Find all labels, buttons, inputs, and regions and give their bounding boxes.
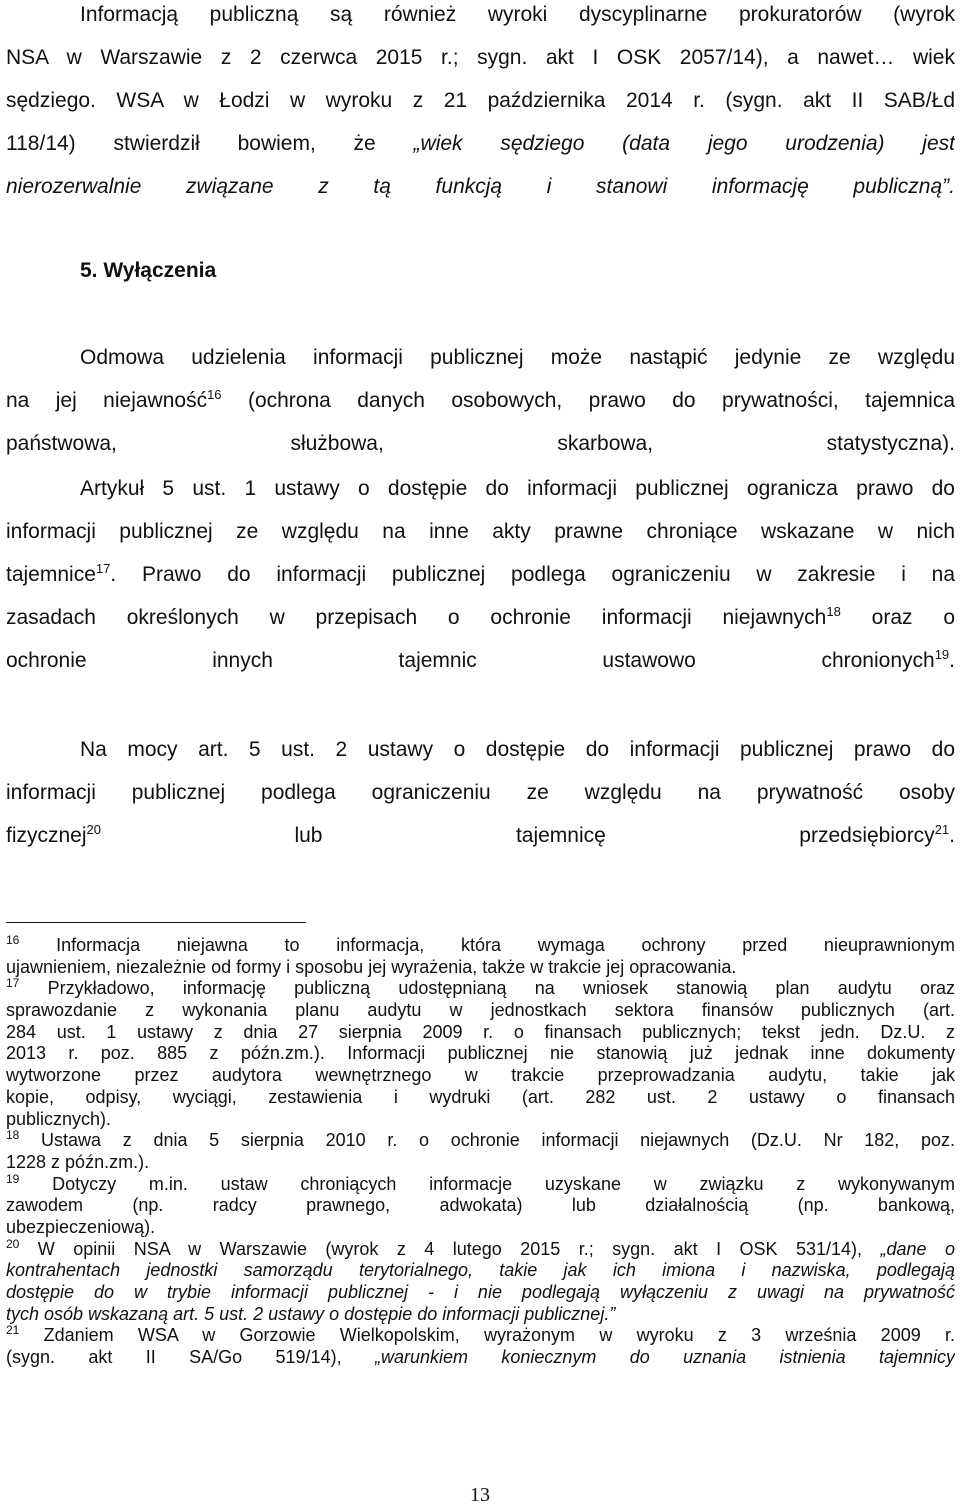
text-line	[6, 814, 955, 857]
text-segment: .	[949, 649, 955, 672]
footnote-ref-17[interactable]: 17	[95, 561, 111, 576]
footnote-line	[6, 1347, 955, 1369]
footnote-line: ujawnieniem, niezależnie od formy i sposobu jej wyrażenia, także w trakcie jej opracowania.	[6, 956, 737, 977]
footnote-number: 18	[6, 1130, 20, 1143]
footnote-line	[6, 978, 955, 1000]
text-segment: .	[949, 824, 955, 847]
quoted-text: „wiek sędziego (data jego urodzenia) jest	[413, 132, 955, 155]
quoted-text-line: nierozerwalnie związane z tą funkcją i stanowi informację publiczną”.	[6, 175, 955, 198]
footnote-18	[6, 1130, 955, 1173]
footnote-20	[6, 1239, 955, 1326]
footnote-line	[6, 1239, 955, 1261]
text-segment: Przykładowo, informację publiczną udostępnianą na wniosek stanowią plan audytu oraz	[19, 978, 955, 999]
footnote-ref-20[interactable]: 20	[86, 822, 101, 837]
section-heading: 5. Wyłączenia	[80, 259, 217, 282]
footnote-line: tych osób wskazaną art. 5 ust. 2 ustawy o dostępie do informacji publicznej.”	[6, 1303, 616, 1324]
text-line	[6, 379, 955, 422]
footnote-16	[6, 935, 955, 978]
footnote-ref-18[interactable]: 18	[826, 604, 841, 619]
footnote-line	[6, 1130, 955, 1152]
quoted-text: „dane o	[880, 1238, 955, 1259]
paragraph-public-info-judgments	[6, 0, 955, 208]
footnote-line: sprawozdanie z wykonania planu audytu w jednostkach sektora finansów publicznych (art.	[6, 1000, 955, 1021]
footnote-line	[6, 1174, 955, 1196]
text-segment: na jej niejawność	[6, 389, 208, 412]
footnote-line: 2013 r. poz. 885 z późn.zm.). Informacji publicznej nie stanowią już jednak inne dokumenty	[6, 1043, 955, 1064]
footnotes	[6, 935, 955, 1369]
footnote-number: 21	[6, 1325, 20, 1338]
text-segment: W opinii NSA w Warszawie (wyrok z 4 lutego 2015 r.; sygn. akt I OSK 531/14),	[19, 1238, 881, 1259]
footnote-line	[6, 1325, 955, 1347]
text-segment: lub tajemnicę przedsiębiorcy	[101, 824, 935, 847]
text-line: Informacją publiczną są również wyroki dyscyplinarne prokuratorów (wyrok	[80, 3, 955, 26]
text-segment: zasadach określonych w przepisach o ochronie informacji niejawnych	[6, 606, 827, 629]
text-segment: Ustawa z dnia 5 sierpnia 2010 r. o ochronie informacji niejawnych (Dz.U. Nr 182, poz.	[19, 1130, 955, 1151]
text-segment: . Prawo do informacji publicznej podlega ograniczeniu w zakresie i na	[110, 563, 955, 586]
text-line: Na mocy art. 5 ust. 2 ustawy o dostępie do informacji publicznej prawo do	[80, 738, 955, 761]
text-segment: 118/14) stwierdził bowiem, że	[6, 132, 414, 155]
footnote-line: ubezpieczeniową).	[6, 1216, 156, 1237]
quoted-text: „warunkiem koniecznym do uznania istnienia tajemnicy	[374, 1347, 955, 1368]
text-segment: oraz o	[840, 606, 955, 629]
footnote-19	[6, 1174, 955, 1239]
footnote-number: 17	[6, 978, 20, 991]
footnote-line: zawodem (np. radcy prawnego, adwokata) lub działalnością (np. bankową,	[6, 1195, 955, 1216]
footnote-line: 1228 z późn.zm.).	[6, 1151, 150, 1172]
text-segment: Dotyczy m.in. ustaw chroniących informacje uzyskane w związku z wykonywanym	[19, 1173, 955, 1194]
footnote-line: kopie, odpisy, wyciągi, zestawienia i wydruki (art. 282 ust. 2 ustawy o finansach	[6, 1086, 955, 1107]
text-line: NSA w Warszawie z 2 czerwca 2015 r.; sygn. akt I OSK 2057/14), a nawet… wiek	[6, 46, 955, 69]
text-line	[6, 596, 955, 639]
text-segment: (sygn. akt II SA/Go 519/14),	[6, 1347, 375, 1368]
text-segment: Zdaniem WSA w Gorzowie Wielkopolskim, wyrażonym w wyroku z 3 września 2009 r.	[19, 1325, 955, 1346]
text-line: sędziego. WSA w Łodzi w wyroku z 21 października 2014 r. (sygn. akt II SAB/Łd	[6, 89, 955, 112]
footnote-line: dostępie do w trybie informacji publicznej - i nie podlegają wyłączeniu z uwagi na prywatność	[6, 1282, 955, 1302]
text-line: Odmowa udzielenia informacji publicznej może nastąpić jedynie ze względu	[80, 346, 955, 369]
text-line	[6, 553, 955, 596]
text-line: informacji publicznej podlega ograniczeniu ze względu na prywatność osoby	[6, 781, 955, 804]
text-line	[6, 122, 955, 165]
footnote-number: 19	[6, 1173, 20, 1186]
text-segment: ochronie innych tajemnic ustawowo chronionych	[6, 649, 935, 672]
footnote-separator	[6, 922, 306, 923]
paragraph-refusal	[6, 336, 955, 465]
text-line: informacji publicznej ze względu na inne akty prawne chroniące wskazane w nich	[6, 520, 955, 543]
footnote-line: wytworzone przez audytora wewnętrznego w trakcie przeprowadzania audytu, takie jak	[6, 1065, 955, 1086]
footnote-line: kontrahentach jednostki samorządu terytorialnego, takie jak ich imiona i nazwiska, podlegają	[6, 1260, 955, 1281]
text-line: Artykuł 5 ust. 1 ustawy o dostępie do informacji publicznej ogranicza prawo do	[80, 477, 955, 500]
text-segment: Informacja niejawna to informacja, która wymaga ochrony przed nieuprawnionym	[19, 935, 955, 955]
footnote-number: 16	[6, 935, 20, 947]
footnote-ref-21[interactable]: 21	[934, 822, 950, 837]
footnote-line	[6, 935, 955, 957]
text-segment: tajemnice	[6, 563, 96, 586]
footnote-line: 284 ust. 1 ustawy z dnia 27 sierpnia 2009 r. o finansach publicznych; tekst jedn. Dz.U. z	[6, 1021, 955, 1042]
footnote-21	[6, 1325, 955, 1368]
text-segment: fizycznej	[6, 824, 87, 847]
footnote-17	[6, 978, 955, 1130]
paragraph-article-5-1	[6, 467, 955, 682]
footnote-number: 20	[6, 1238, 20, 1251]
footnote-ref-19[interactable]: 19	[934, 647, 950, 662]
text-line	[6, 639, 955, 682]
footnote-ref-16[interactable]: 16	[207, 387, 222, 402]
footnote-line: publicznych).	[6, 1108, 112, 1129]
text-segment: (ochrona danych osobowych, prawo do prywatności, tajemnica	[221, 389, 955, 412]
text-line: państwowa, służbowa, skarbowa, statystyczna).	[6, 432, 955, 455]
paragraph-article-5-2	[6, 728, 955, 857]
page-number: 13	[470, 1484, 490, 1506]
